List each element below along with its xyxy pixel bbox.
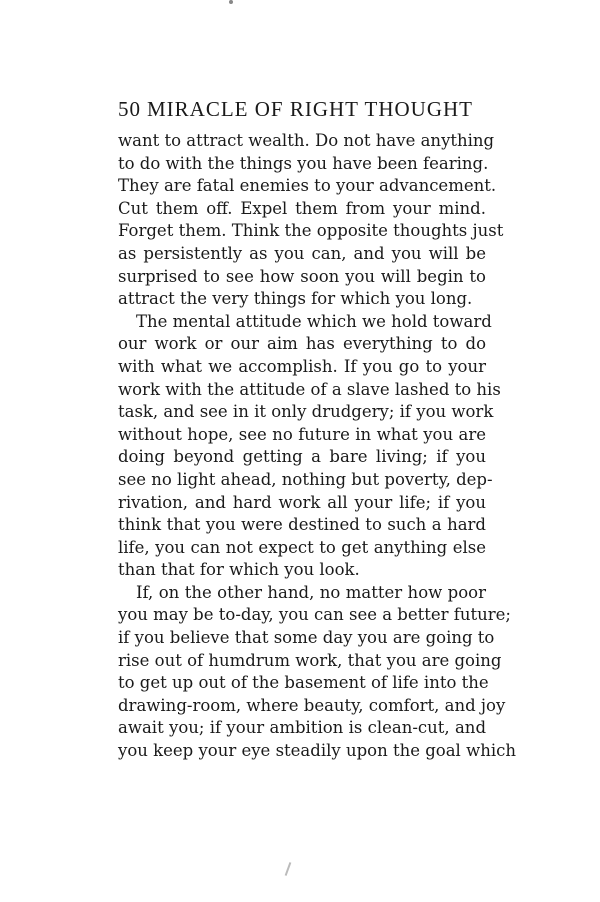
text-line: than that for which you look. xyxy=(118,560,360,580)
text-line: If, on the other hand, no matter how poor xyxy=(136,582,486,602)
text-line: task, and see in it only drudgery; if you work xyxy=(118,402,494,422)
book-page xyxy=(118,96,516,763)
running-title: MIRACLE OF RIGHT THOUGHT xyxy=(147,97,473,121)
text-line: if you believe that some day you are going to xyxy=(118,628,495,648)
running-header xyxy=(118,96,486,122)
text-line: you may be to-day, you can see a better future; xyxy=(118,605,511,625)
text-line: rivation, and hard work all your life; if you xyxy=(118,492,486,512)
body-text xyxy=(118,130,516,763)
text-line: rise out of humdrum work, that you are going xyxy=(118,650,502,670)
text-line: life, you can not expect to get anything else xyxy=(118,537,486,557)
text-line: They are fatal enemies to your advancement. xyxy=(118,176,497,196)
text-line: without hope, see no future in what you are xyxy=(118,424,486,444)
text-line: to get up out of the basement of life into the xyxy=(118,673,489,693)
text-line: our work or our aim has everything to do xyxy=(118,334,486,354)
text-line: with what we accomplish. If you go to your xyxy=(118,356,486,376)
text-line: want to attract wealth. Do not have anything xyxy=(118,131,495,150)
text-line: think that you were destined to such a hard xyxy=(118,515,486,535)
text-line: you keep your eye steadily upon the goal which xyxy=(118,741,516,761)
text-line: see no light ahead, nothing but poverty, dep- xyxy=(118,469,493,489)
text-line: as persistently as you can, and you will be xyxy=(118,243,486,263)
text-line: The mental attitude which we hold toward xyxy=(136,311,492,331)
print-mark-bottom xyxy=(285,862,292,876)
text-line: Forget them. Think the opposite thoughts just xyxy=(118,221,504,241)
text-line: surprised to see how soon you will begin to xyxy=(118,266,486,286)
text-line: to do with the things you have been fearing. xyxy=(118,153,489,173)
text-line: Cut them off. Expel them from your mind. xyxy=(118,198,486,218)
print-mark-top xyxy=(229,0,233,4)
text-line: work with the attitude of a slave lashed to his xyxy=(118,379,501,399)
page-number: 50 xyxy=(118,97,141,121)
text-line: doing beyond getting a bare living; if you xyxy=(118,447,486,467)
text-line: await you; if your ambition is clean-cut, and xyxy=(118,718,486,738)
text-line: drawing-room, where beauty, comfort, and joy xyxy=(118,695,506,715)
text-line: attract the very things for which you long. xyxy=(118,289,473,309)
